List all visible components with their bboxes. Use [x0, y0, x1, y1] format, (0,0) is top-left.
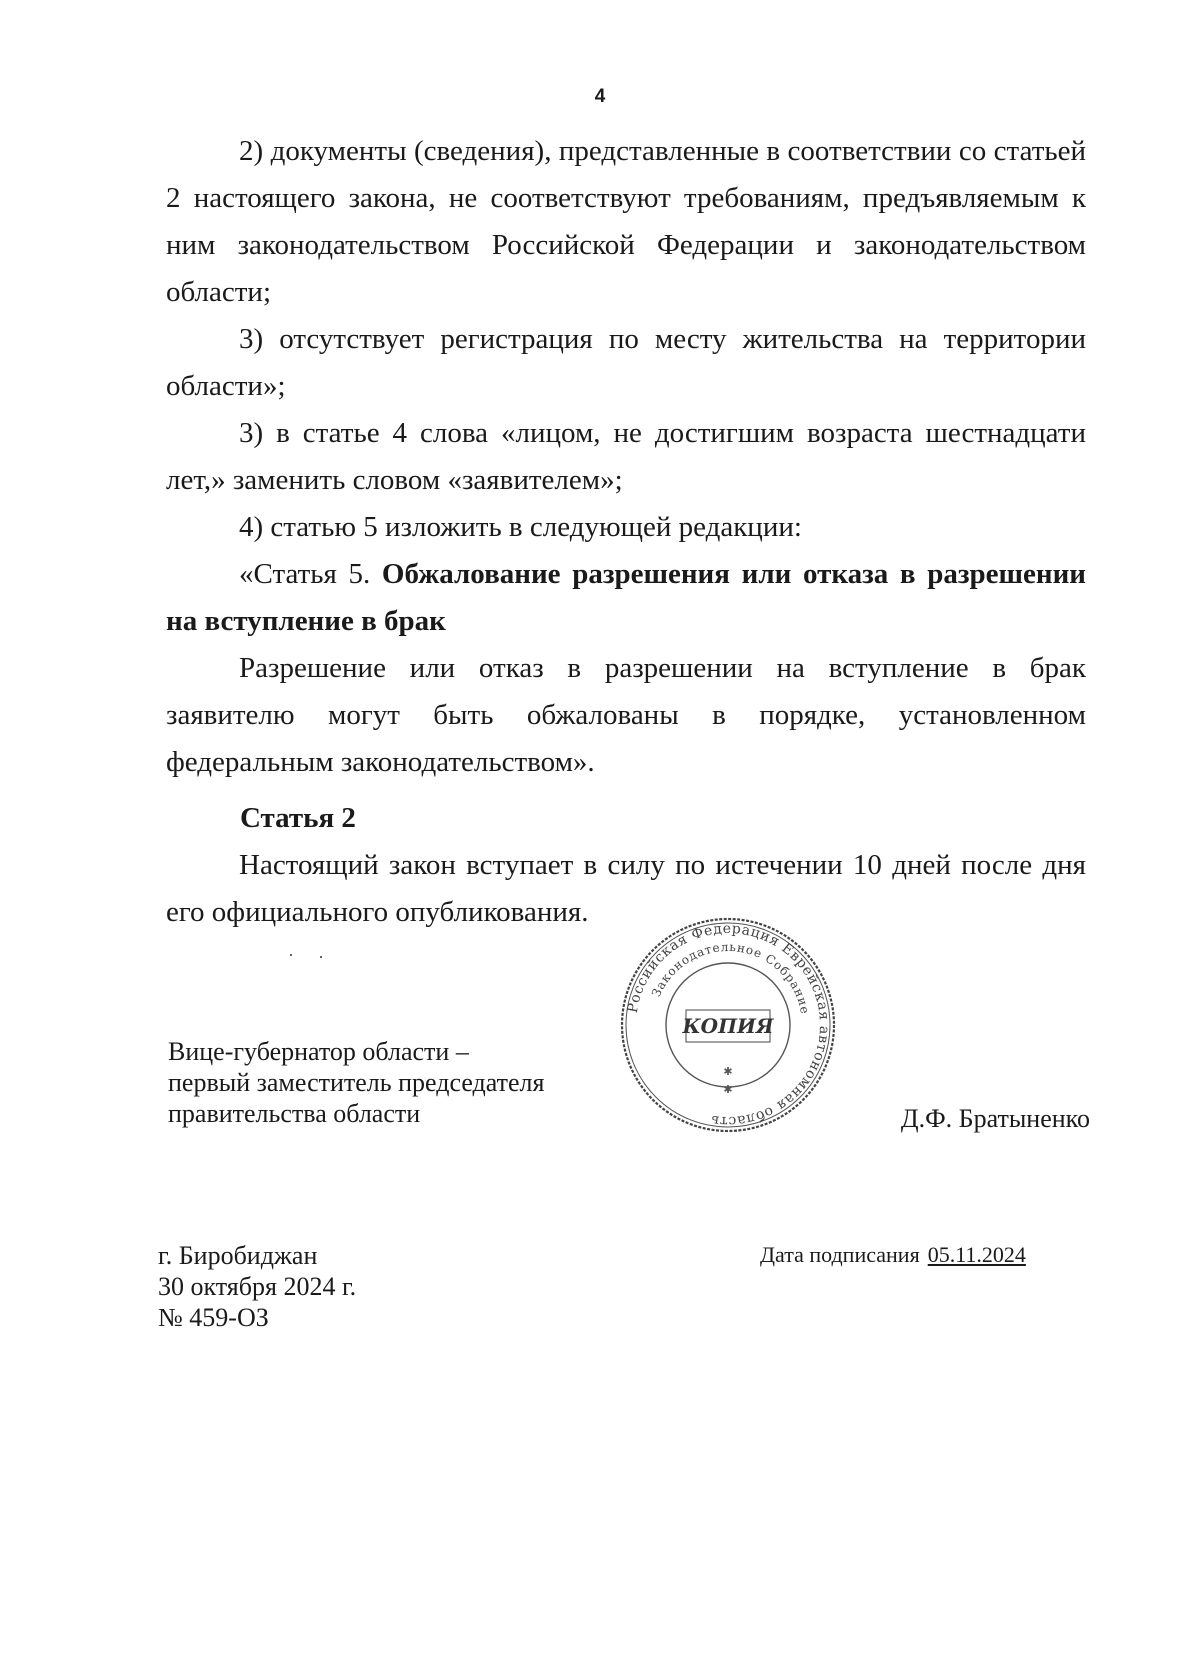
- scan-specks: [290, 950, 330, 960]
- law-number: № 459-ОЗ: [158, 1303, 269, 1332]
- paragraph-article5-heading: [166, 551, 1086, 645]
- signer-title-line: Вице-губернатор области –: [168, 1037, 469, 1066]
- document-body: [166, 128, 1086, 786]
- stamp-center-text: КОПИЯ: [682, 1014, 774, 1038]
- stamp-star-icon: ✱: [723, 1065, 733, 1078]
- signer-title-line: правительства области: [168, 1099, 421, 1128]
- place-city: г. Биробиджан: [158, 1241, 318, 1270]
- signer-title: [168, 1036, 544, 1129]
- signing-date: [760, 1242, 1026, 1268]
- signer-name: Д.Ф. Братыненко: [900, 1104, 1090, 1133]
- place-date-block: [158, 1240, 356, 1333]
- page-number: 4: [594, 86, 606, 107]
- law-date: 30 октября 2024 г.: [158, 1272, 357, 1301]
- paragraph-item-2: 2) документы (сведения), представленные в соответствии со статьей 2 настоящего закона, не соответствуют требованиям, предъявляемым к ним законодательством Российской Федерации и законодательством области;: [166, 135, 1086, 308]
- paragraph-article5-text: Разрешение или отказ в разрешении на вступление в брак заявителю могут быть обжалованы в порядке, установленном федеральным законодательством».: [166, 652, 1086, 778]
- article-2-text: Настоящий закон вступает в силу по истечении 10 дней после дня его официального опубликования.: [166, 849, 1086, 928]
- paragraph-item-3-registration: 3) отсутствует регистрация по месту жительства на территории области»;: [166, 323, 1086, 402]
- paragraph-item-3-article4: 3) в статье 4 слова «лицом, не достигшим возраста шестнадцати лет,» заменить словом «заявителем»;: [166, 417, 1086, 496]
- signing-date-value: 05.11.2024: [927, 1242, 1026, 1267]
- article-2-heading: Статья 2: [240, 802, 356, 834]
- stamp-star-icon: ✱: [723, 1083, 733, 1096]
- stamp-inner-text: Законодательное Собрание: [649, 939, 813, 1016]
- signer-title-line: первый заместитель председателя: [168, 1068, 545, 1097]
- stamp-outer-text: Российская Федерация Еврейская автономная область: [624, 920, 833, 1130]
- article5-prefix: «Статья 5.: [239, 558, 382, 590]
- official-stamp: [618, 915, 838, 1135]
- signing-date-label: Дата подписания: [760, 1242, 920, 1267]
- paragraph-item-4: 4) статью 5 изложить в следующей редакции:: [239, 511, 802, 543]
- article5-title: Обжалование разрешения или отказа в разрешении на вступление в брак: [166, 558, 1086, 637]
